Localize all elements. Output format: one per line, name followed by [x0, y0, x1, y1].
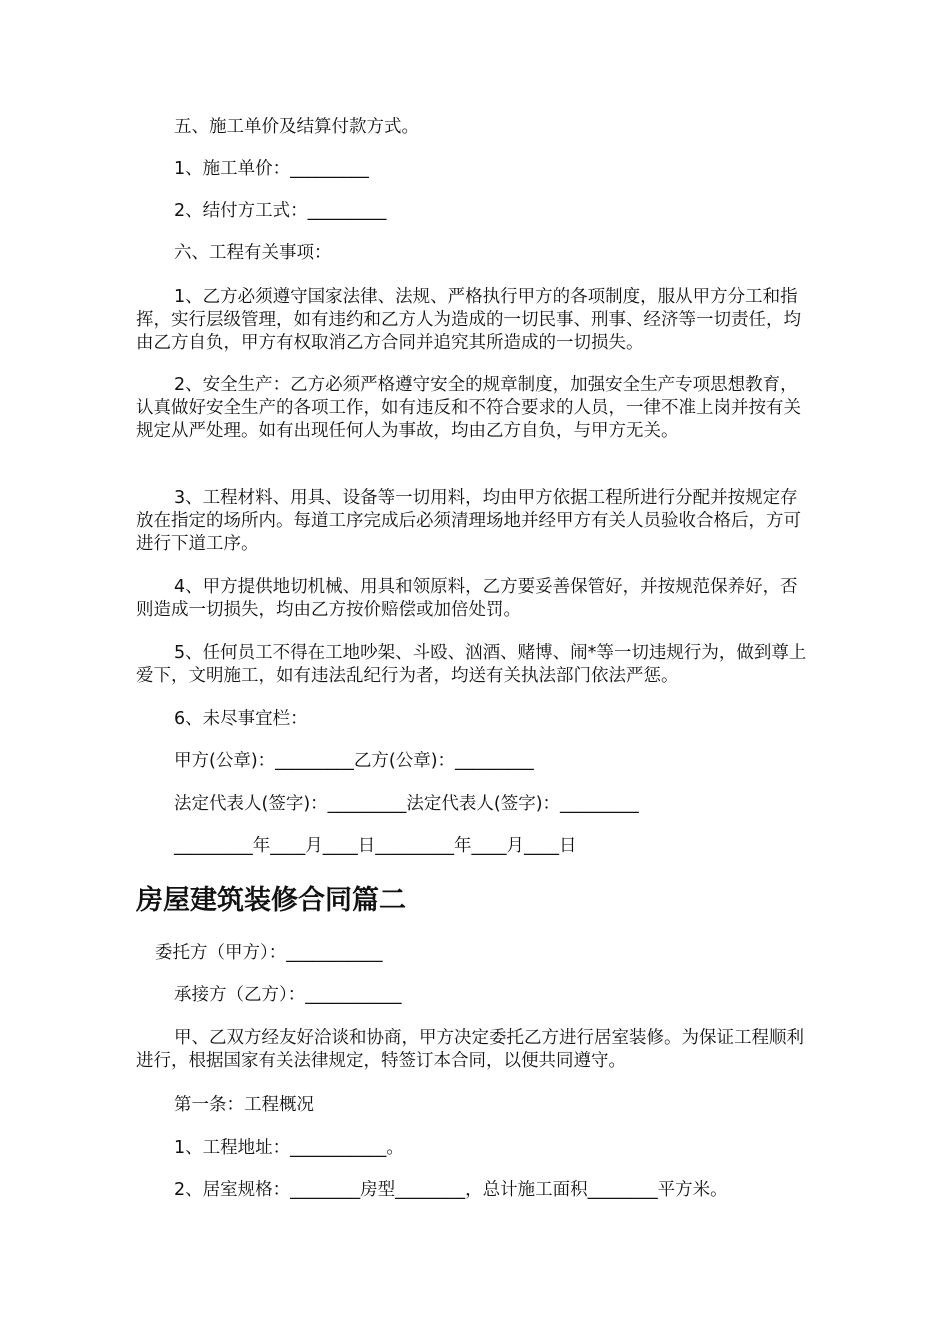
payment-method-field: 2、结付方工式：_________ — [174, 201, 387, 221]
legal-representative-line: 法定代表人(签字)：_________法定代表人(签字)：_________ — [174, 794, 639, 814]
project-address-field: 1、工程地址：___________。 — [174, 1138, 404, 1158]
clause-safety-production: 2、安全生产：乙方必须严格遵守安全的规章制度，加强安全生产专项思想教育，认真做好安全生产的各项工作，如有违反和不符合要求的人员，一律不准上岗并按有关规定从严处理。如有出现任何人为事故，均由乙方自负，与甲方无关。 — [136, 375, 801, 441]
clause-legal-compliance: 1、乙方必须遵守国家法律、法规、严格执行甲方的各项制度，服从甲方分工和指挥，实行层级管理，如有违约和乙方人为造成的一切民事、刑事、经济等一切责任，均由乙方自负，甲方有权取消乙方合同并追究其所造成的一切损失。 — [136, 287, 801, 353]
section-five-title: 五、施工单价及结算付款方式。 — [174, 117, 419, 137]
unsettled-matters-field: 6、未尽事宜栏： — [174, 709, 308, 729]
room-specification-field: 2、居室规格：________房型________，总计施工面积________平方米。 — [174, 1180, 728, 1200]
clause-conduct: 5、任何员工不得在工地吵架、斗殴、汹酒、赌博、闹*等一切违规行为，做到尊上爱下，文明施工，如有违法乱纪行为者，均送有关执法部门依法严惩。 — [136, 643, 807, 686]
section-six-title: 六、工程有关事项： — [174, 243, 332, 263]
article-one-title: 第一条：工程概况 — [174, 1095, 314, 1115]
party-seal-line: 甲方(公章)：_________乙方(公章)：_________ — [174, 751, 534, 771]
agreement-intro: 甲、乙双方经友好洽谈和协商，甲方决定委托乙方进行居室装修。为保证工程顺利进行，根据国家有关法律规定，特签订本合同，以便共同遵守。 — [136, 1028, 804, 1071]
clause-equipment: 4、甲方提供地切机械、用具和领原料，乙方要妥善保管好，并按规范保养好，否则造成一切损失，均由乙方按价赔偿或加倍处罚。 — [136, 577, 798, 620]
signing-date-line: _________年____月____日_________年____月____日 — [174, 836, 577, 856]
clause-materials: 3、工程材料、用具、设备等一切用料，均由甲方依据工程所进行分配并按规定存放在指定的场所内。每道工序完成后必须清理场地并经甲方有关人员验收合格后，方可进行下道工序。 — [136, 488, 801, 554]
section-two-heading: 房屋建筑装修合同篇二 — [136, 885, 406, 916]
unit-price-field: 1、施工单价：_________ — [174, 159, 369, 179]
client-party-field: 委托方（甲方）：___________ — [155, 943, 383, 963]
contractor-party-field: 承接方（乙方）：___________ — [174, 985, 402, 1005]
